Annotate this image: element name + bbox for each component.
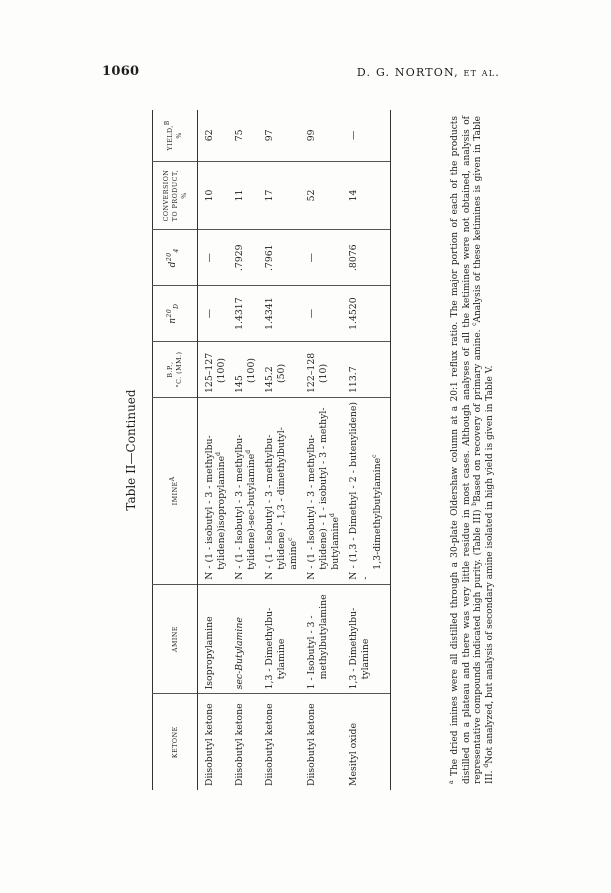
table-row	[345, 110, 391, 790]
cell-refractive-index: 1.4317	[231, 286, 261, 342]
page-number: 1060	[102, 64, 140, 79]
cell-density: .8076	[345, 230, 391, 286]
rotated-table-area	[110, 100, 520, 800]
cell-conversion: 14	[345, 161, 391, 230]
cell-ketone: Diisobutyl ketone	[231, 694, 261, 790]
cell-bp: 122–128 (10)	[303, 342, 345, 398]
cell-yield: 75	[234, 129, 245, 142]
table-footnotes	[450, 116, 496, 784]
footnote-c-text: Analysis of these ketimines is given in Table III.	[473, 116, 495, 784]
cell-amine: 1,3 - Dimethylbu- tylamine	[261, 584, 303, 694]
cell-yield: 62	[204, 129, 215, 142]
cell-ketone: Mesityl oxide	[345, 694, 391, 790]
col-header-yield: YIELD,$^B$ %	[153, 110, 198, 161]
cell-imine: N - (1 - isobutyl - 3 - methylbu- tylidene)isopropylamine$^d$	[198, 397, 232, 584]
table-row	[261, 110, 303, 790]
col-header-ketone: KETONE	[153, 694, 198, 790]
cell-conversion: 52	[303, 161, 345, 230]
table-row	[198, 110, 232, 790]
cell-density: —	[198, 230, 232, 286]
cell-conversion: 10	[198, 161, 232, 230]
cell-yield: 97	[264, 129, 275, 142]
cell-density: .7961	[261, 230, 303, 286]
footnote-mark-a: a	[448, 780, 455, 784]
cell-bp: 113.7	[345, 342, 391, 398]
cell-amine: sec-Butylamine	[231, 584, 261, 694]
footnote-mark-d: d	[482, 763, 490, 768]
footnote-b-text: Based on recovery of primary amine.	[473, 325, 483, 503]
footnote-a-text: The dried imines were all distilled through a 30-plate Oldershaw column at a 20:1 reflux ratio. The major portion of each of the products distilled on a plateau and there was very little residue in most cases. Although analyses of all the ketimines were not obtained, analysis of representative compounds indicated high purity. (Table III)	[450, 116, 483, 784]
cell-yield: 99	[306, 129, 317, 142]
cell-density: .7929	[231, 230, 261, 286]
cell-refractive-index: 1.4341	[261, 286, 303, 342]
table-header-row	[153, 110, 198, 790]
col-header-imine: $IMINE^A$	[153, 397, 198, 584]
cell-imine: N - (1 - Isobutyl - 3 - methylbu- tylidene) - 1,3 - dimethylbutyl- amine$^c$	[261, 397, 303, 584]
cell-conversion: 17	[261, 161, 303, 230]
cell-ketone: Diisobutyl ketone	[198, 694, 232, 790]
cell-imine: N - (1 - Isobutyl - 3 - methylbu- tylidene)-sec-butylamine$^d$	[231, 397, 261, 584]
cell-bp: 145.2 (50)	[261, 342, 303, 398]
cell-refractive-index: —	[303, 286, 345, 342]
data-table	[152, 110, 391, 790]
footnote-mark-c: c	[471, 322, 478, 326]
col-header-density: $d^{20}_4$	[153, 230, 198, 286]
cell-amine: 1 - Isobutyl - 3 - methylbutylamine	[303, 584, 345, 694]
cell-refractive-index: —	[198, 286, 232, 342]
running-head: D. G. NORTON, et al.	[356, 66, 500, 79]
rotated-table-content	[110, 100, 520, 800]
cell-ketone: Diisobutyl ketone	[303, 694, 345, 790]
table-title: Table II—Continued	[124, 389, 138, 511]
cell-imine: N - (1,3 - Dimethyl - 2 - butenylidene) - 1,3-dimethylbutylamine$^c$	[345, 397, 391, 584]
cell-bp: 125–127 (100)	[198, 342, 232, 398]
cell-imine: N - (1 - Isobutyl - 3 - methylbu- tylidene) - 1 - isobutyl - 3 - methyl- butylamine$^d$	[303, 397, 345, 584]
footnote-d-text: Not analyzed, but analysis of secondary amine isolated in high yield is given in Table V.	[484, 365, 495, 764]
table-row	[231, 110, 261, 790]
cell-refractive-index: 1.4520	[345, 286, 391, 342]
cell-amine: 1,3 - Dimethylbu- tylamine	[345, 584, 391, 694]
cell-amine: Isopropylamine	[198, 584, 232, 694]
footnote-mark-b: b	[471, 502, 478, 506]
col-header-bp: B.P., °C. (MM.)	[153, 342, 198, 398]
col-header-conversion: CONVERSION TO PRODUCT, %	[153, 161, 198, 230]
col-header-amine: AMINE	[153, 584, 198, 694]
cell-bp: 145 (100)	[231, 342, 261, 398]
cell-yield: —	[345, 110, 391, 161]
cell-ketone: Diisobutyl ketone	[261, 694, 303, 790]
col-header-refractive-index: $n^{20}_D$	[153, 286, 198, 342]
cell-conversion: 11	[231, 161, 261, 230]
cell-density: —	[303, 230, 345, 286]
table-row	[303, 110, 345, 790]
